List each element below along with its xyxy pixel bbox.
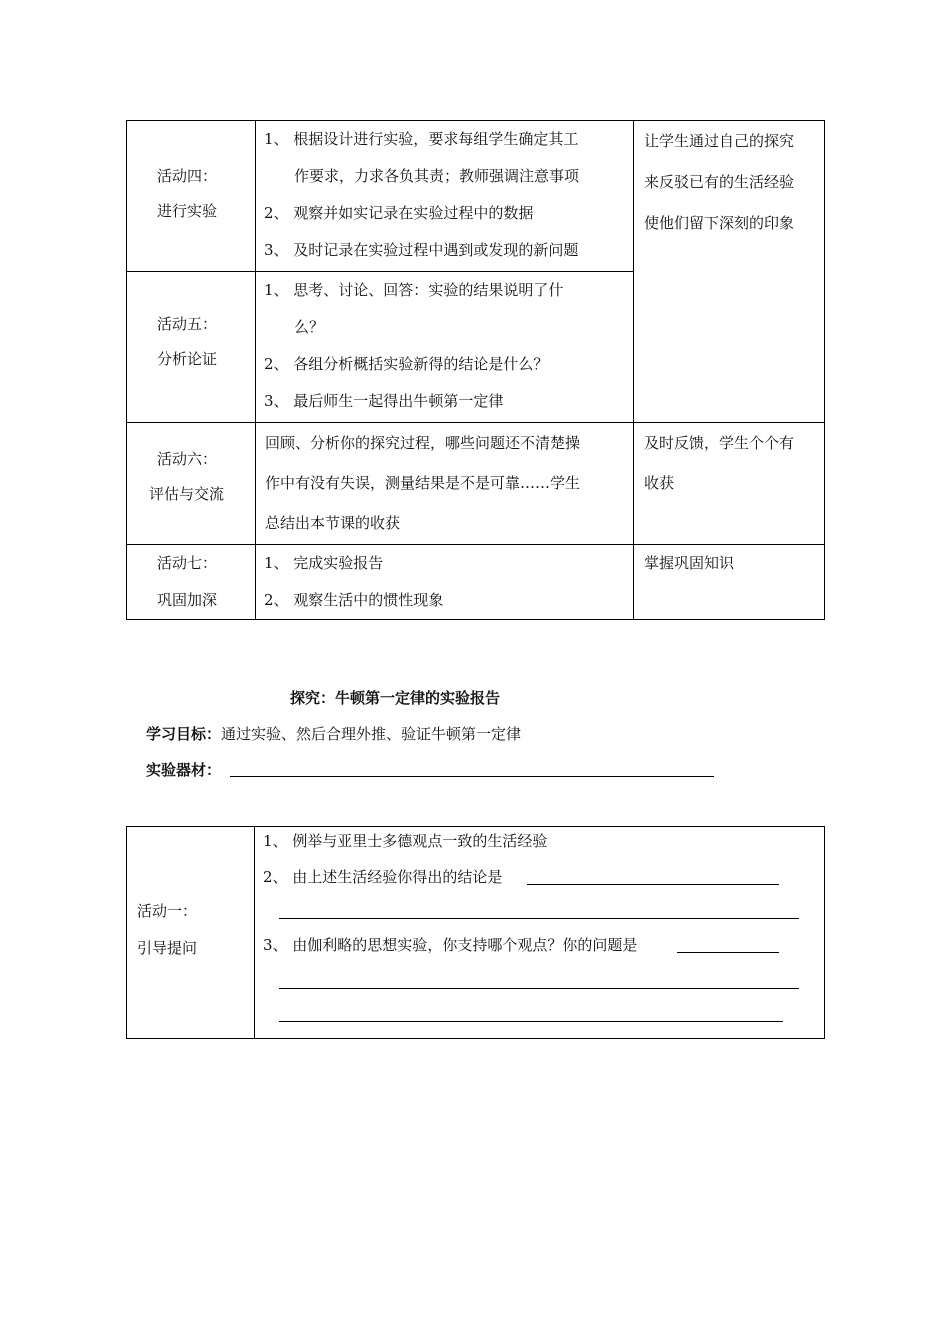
note-line: 让学生通过自己的探究 [644,132,795,150]
activity-name: 活动六： [157,450,218,468]
note-cell [634,423,825,545]
note-line: 来反驳已有的生活经验 [644,173,795,191]
content-line: 2、 观察生活中的惯性现象 [264,591,444,609]
activity-name: 活动四： [157,167,218,185]
content-line: 2、 观察并如实记录在实验过程中的数据 [264,204,534,222]
activity-title: 分析论证 [157,350,218,368]
note-cell [634,545,825,620]
answer-blank[interactable] [677,952,779,953]
answer-blank[interactable] [279,1021,783,1022]
table-row [127,121,825,272]
note-line: 掌握巩固知识 [644,554,735,572]
content-line: 总结出本节课的收获 [265,514,401,532]
activity-cell [127,121,256,272]
content-line: 1、 根据设计进行实验，要求每组学生确定其工 [264,130,579,148]
equipment-row [146,758,221,782]
activity-cell [127,827,255,1039]
note-cell [634,121,825,423]
table-row [127,545,825,620]
activity-title: 进行实验 [157,202,218,220]
learning-goal [146,722,521,746]
item-line: 1、 例举与亚里士多德观点一致的生活经验 [263,832,548,850]
content-cell [255,827,825,1039]
goal-text: 通过实验、然后合理外推、验证牛顿第一定律 [221,725,522,743]
content-line: 1、 思考、讨论、回答：实验的结果说明了什 [264,281,564,299]
item-line: 3、 由伽利略的思想实验，你支持哪个观点？你的问题是 [263,936,638,954]
activity-title: 巩固加深 [157,591,218,609]
answer-blank[interactable] [279,918,799,919]
content-cell [256,545,634,620]
content-line: 3、 最后师生一起得出牛顿第一定律 [264,392,504,410]
content-cell [256,272,634,423]
content-line: 作中有没有失误，测量结果是不是可靠……学生 [265,474,581,492]
activity-table [126,120,825,620]
equipment-label: 实验器材： [146,761,222,779]
content-cell [256,121,634,272]
activity-name: 活动五： [157,315,218,333]
answer-blank[interactable] [279,988,799,989]
activity-name: 活动七： [157,554,218,572]
content-cell [256,423,634,545]
content-line: 作要求，力求各负其责；教师强调注意事项 [294,167,580,185]
goal-label: 学习目标： [146,725,222,743]
table-row [127,827,825,1039]
activity-title: 评估与交流 [149,485,225,503]
activity-name: 活动一： [137,902,198,920]
content-line: 3、 及时记录在实验过程中遇到或发现的新问题 [264,241,579,259]
note-line: 使他们留下深刻的印象 [644,214,795,232]
content-line: 2、 各组分析概括实验新得的结论是什么？ [264,355,549,373]
activity-cell [127,545,256,620]
activity-cell [127,423,256,545]
note-line: 收获 [644,474,675,492]
equipment-blank[interactable] [230,776,714,777]
content-line: 回顾、分析你的探究过程，哪些问题还不清楚操 [265,434,581,452]
item-line: 2、 由上述生活经验你得出的结论是 [263,868,503,886]
activity-title: 引导提问 [137,939,198,957]
content-line: 么？ [294,318,325,336]
answer-blank[interactable] [527,884,779,885]
report-table [126,826,825,1039]
note-line: 及时反馈，学生个个有 [644,434,795,452]
report-title: 探究：牛顿第一定律的实验报告 [290,689,501,707]
activity-cell [127,272,256,423]
content-line: 1、 完成实验报告 [264,554,384,572]
table-row [127,423,825,545]
